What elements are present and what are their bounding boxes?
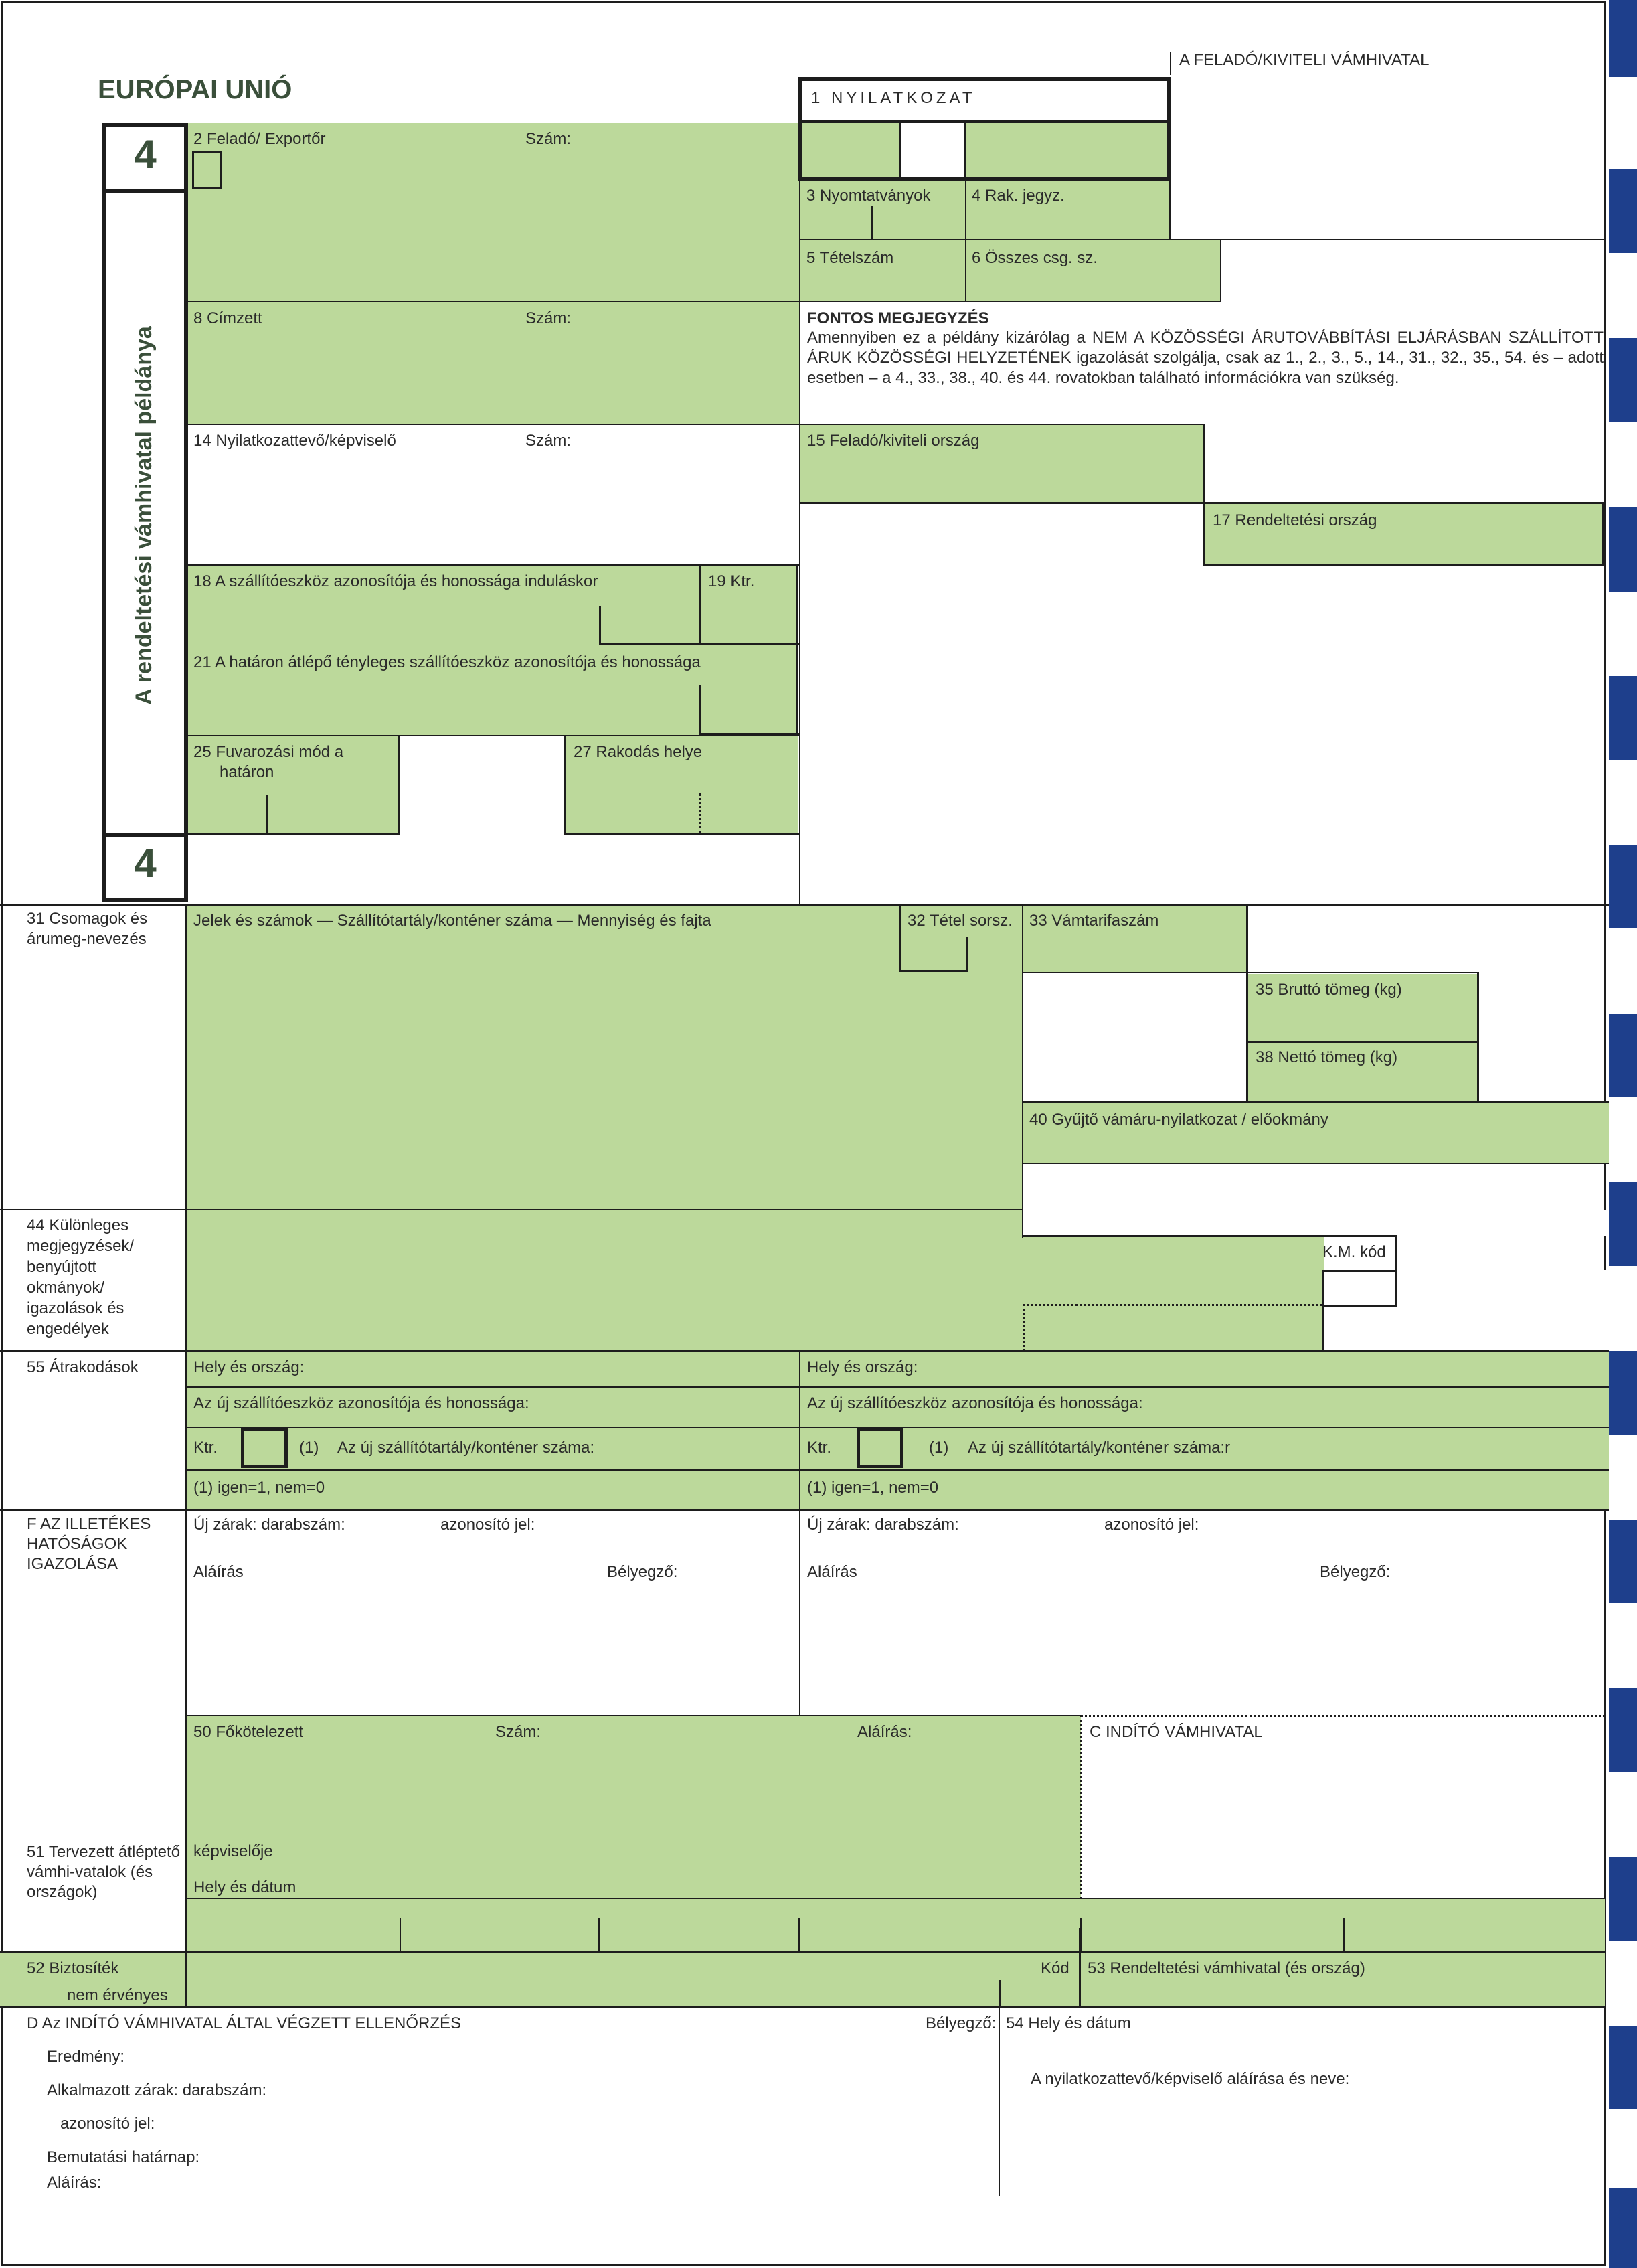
divider: [0, 1350, 1609, 1352]
field-40-label: 40 Gyűjtő vámáru-nyilatkozat / előokmány: [1029, 1111, 1328, 1129]
edge-marker: [1609, 1014, 1637, 1097]
edge-marker: [1609, 1520, 1637, 1603]
divider: [266, 795, 268, 834]
divider: [799, 1352, 800, 1716]
field-8-label: 8 Címzett: [193, 309, 262, 327]
bemutatasi-label: Bemutatási határnap:: [47, 2148, 200, 2166]
ktr-left-label: Ktr.: [193, 1439, 218, 1457]
field-8-szam: Szám:: [525, 309, 572, 327]
divider: [0, 1509, 1609, 1511]
uj-kontener-right: Az új szállítótartály/konténer száma:r: [968, 1439, 1231, 1457]
field-17-label: 17 Rendeltetési ország: [1213, 511, 1377, 530]
divider: [400, 1918, 401, 1952]
d-alairas-label: Aláírás:: [47, 2174, 102, 2192]
field-38-label: 38 Nettó tömeg (kg): [1256, 1048, 1398, 1066]
divider: [800, 502, 1603, 504]
f-side-label: F AZ ILLETÉKES HATÓSÁGOK IGAZOLÁSA: [27, 1515, 151, 1573]
divider: [999, 1980, 1001, 2008]
field-8-fill: [186, 302, 800, 424]
field-54-sub: A nyilatkozattevő/képviselő aláírása és neve:: [1031, 2070, 1350, 2088]
igen-nem-right: (1) igen=1, nem=0: [807, 1479, 939, 1497]
field-6-label: 6 Összes csg. sz.: [972, 249, 1098, 267]
edge-marker: [1609, 169, 1637, 253]
field-15-label: 15 Feladó/kiviteli ország: [807, 432, 980, 450]
divider: [1023, 1235, 1397, 1237]
field-44-white: [1023, 1210, 1609, 1236]
ktr-right-note: (1): [929, 1439, 949, 1457]
field-53-label: 53 Rendeltetési vámhivatal (és ország): [1088, 1959, 1365, 1977]
divider: [899, 123, 901, 179]
divider: [1079, 1928, 1081, 2008]
box-c-label: C INDÍTÓ VÁMHIVATAL: [1090, 1723, 1263, 1741]
km-kod-label: K.M. kód: [1322, 1243, 1386, 1261]
divider: [0, 1209, 1023, 1210]
divider: [1170, 52, 1171, 75]
copy-number-top: 4: [134, 132, 157, 177]
divider: [564, 736, 566, 835]
divider: [871, 206, 873, 240]
edge-marker: [1609, 1182, 1637, 1266]
field-25-label-1: 25 Fuvarozási mód a: [193, 743, 344, 761]
field-50-szam: Szám:: [495, 1723, 541, 1741]
divider: [1022, 905, 1023, 1238]
edge-marker: [1609, 676, 1637, 760]
divider: [186, 1469, 1609, 1471]
divider: [186, 833, 400, 835]
field-52-label: 52 Biztosíték: [27, 1959, 119, 1977]
dotted-divider: [699, 793, 701, 833]
field-31-side-label: 31 Csomagok és árumeg-nevezés: [27, 910, 148, 948]
divider: [1169, 178, 1171, 240]
edge-marker: [1609, 1857, 1637, 1941]
field-19-label: 19 Ktr.: [708, 572, 755, 590]
uj-zarak-right: Új zárak: darabszám:: [807, 1516, 959, 1534]
belyegzo-left: Bélyegző:: [607, 1563, 678, 1581]
divider: [102, 189, 188, 193]
azonosito-left: azonosító jel:: [440, 1516, 535, 1534]
copy-number-bottom: 4: [134, 841, 157, 886]
field-14-szam: Szám:: [525, 432, 572, 450]
kod-label: Kód: [1041, 1959, 1069, 1977]
kepviseloje-label: képviselője: [193, 1842, 273, 1860]
field-18-label: 18 A szállítóeszköz azonosítója és honossága induláskor: [193, 572, 598, 590]
divider: [186, 1898, 1605, 1899]
divider: [798, 120, 1171, 123]
divider: [1343, 1918, 1345, 1952]
field-33-label: 33 Vámtarifaszám: [1029, 912, 1159, 930]
divider: [599, 606, 601, 645]
divider: [185, 904, 187, 2006]
field-1-label: 1 NYILATKOZAT: [811, 89, 976, 107]
field-51-side-label: 51 Tervezett átléptető vámhi-vatalok (és országok): [27, 1843, 181, 1901]
field-44-side-label: 44 Különleges megjegyzések/ benyújtott okmányok/ igazolások és engedélyek: [27, 1216, 135, 1338]
field-35-label: 35 Bruttó tömeg (kg): [1256, 981, 1402, 999]
igen-nem-left: (1) igen=1, nem=0: [193, 1479, 325, 1497]
divider: [186, 424, 1203, 425]
azonosito-right: azonosító jel:: [1104, 1516, 1199, 1534]
divider: [899, 970, 968, 972]
divider: [102, 833, 188, 837]
field-32-label: 32 Tétel sorsz.: [908, 912, 1013, 930]
divider: [599, 643, 800, 645]
edge-marker: [1609, 0, 1637, 77]
field-31-fill: [186, 905, 1023, 1210]
divider: [798, 1918, 800, 1952]
divider: [1023, 1101, 1609, 1103]
hely-datum-label: Hely és dátum: [193, 1878, 296, 1896]
field-3-label: 3 Nyomtatványok: [806, 187, 931, 205]
divider: [598, 1918, 600, 1952]
divider: [999, 2008, 1000, 2196]
divider: [0, 1951, 1605, 1953]
field-44-white: [1324, 1270, 1609, 1352]
divider: [1205, 564, 1604, 566]
divider: [186, 301, 1221, 302]
divider: [799, 123, 800, 906]
divider: [186, 735, 800, 736]
field-27-label: 27 Rakodás helye: [574, 743, 703, 761]
dotted-divider: [1023, 1304, 1025, 1351]
dotted-divider: [1080, 1715, 1082, 1899]
field-31-label: Jelek és számok — Szállítótartály/konténer száma — Mennyiség és fajta: [193, 912, 711, 930]
uj-szallito-left: Az új szállítóeszköz azonosítója és honossága:: [193, 1394, 529, 1412]
d-azonosito-label: azonosító jel:: [60, 2115, 155, 2133]
hely-orszag-left: Hely és ország:: [193, 1358, 305, 1376]
divider: [1477, 972, 1479, 1103]
d-belyegzo: Bélyegző:: [926, 2014, 997, 2032]
field-21-label: 21 A határon átlépő tényleges szállítóeszköz azonosítója és honossága: [193, 653, 701, 671]
alairas-left: Aláírás: [193, 1563, 244, 1581]
alkalmazott-zarak-label: Alkalmazott zárak: darabszám:: [47, 2081, 267, 2099]
divider: [965, 178, 966, 302]
ktr-left-checkbox[interactable]: [241, 1428, 288, 1468]
box-a-label: A FELADÓ/KIVITELI VÁMHIVATAL: [1179, 51, 1430, 69]
ktr-left-note: (1): [299, 1439, 319, 1457]
ktr-right-checkbox[interactable]: [857, 1428, 903, 1468]
field-2-label: 2 Feladó/ Exportőr: [193, 130, 326, 148]
notice-title: FONTOS MEGJEGYZÉS: [807, 309, 989, 327]
belyegzo-right: Bélyegző:: [1320, 1563, 1391, 1581]
edge-marker: [1609, 1351, 1637, 1435]
alairas-right: Aláírás: [807, 1563, 857, 1581]
notice-text: Amennyiben ez a példány kizárólag a NEM A KÖZÖSSÉGI ÁRUTOVÁBBÍTÁSI ELJÁRÁSBAN SZÁLLÍTOTT ÁRUK KÖZÖSSÉGI HELYZETÉNEK igazolását szolgálja, csak az 1., 2., 3., 5., 14., 31., 32., 35., 54. és – adott esetben – a 4., 33., 38., 40. és 44. rovatokban található információkra van szükség.: [807, 329, 1604, 387]
divider: [1220, 240, 1221, 302]
ktr-right-label: Ktr.: [807, 1439, 832, 1457]
field-5-label: 5 Tételszám: [806, 249, 894, 267]
divider: [800, 239, 1604, 240]
field-25-label-2: határon: [220, 763, 274, 781]
union-title: EURÓPAI UNIÓ: [98, 75, 292, 104]
divider: [398, 736, 400, 835]
divider: [800, 178, 1170, 179]
field-2-szam: Szám:: [525, 130, 572, 148]
field-50-fill: [186, 1716, 1081, 1899]
divider: [966, 937, 968, 972]
field-50-alairas: Aláírás:: [857, 1723, 912, 1741]
divider: [1203, 424, 1205, 566]
divider: [0, 904, 1609, 906]
uj-kontener-left: Az új szállítótartály/konténer száma:: [337, 1439, 595, 1457]
field-55-side-label: 55 Átrakodások: [27, 1358, 139, 1376]
divider: [699, 564, 701, 645]
divider: [899, 905, 901, 972]
edge-marker: [1609, 338, 1637, 422]
divider: [1322, 1270, 1324, 1352]
divider: [1246, 905, 1248, 1103]
divider: [1247, 1041, 1479, 1043]
eredmeny-label: Eredmény:: [47, 2048, 125, 2066]
d-title: D Az INDÍTÓ VÁMHIVATAL ÁLTAL VÉGZETT ELLENŐRZÉS: [27, 2014, 462, 2032]
uj-zarak-left: Új zárak: darabszám:: [193, 1516, 345, 1534]
field-51-fill: [186, 1899, 1605, 1952]
divider: [564, 833, 800, 835]
divider: [1023, 1163, 1609, 1164]
copy-label: A rendeltetési vámhivatal példánya: [131, 326, 157, 705]
edge-marker: [1609, 845, 1637, 928]
field-52-sub: nem érvényes: [67, 1986, 168, 2004]
divider: [186, 1386, 1609, 1388]
divider: [964, 123, 966, 179]
field-50-label: 50 Főkötelezett: [193, 1723, 304, 1741]
dotted-divider: [1081, 1715, 1605, 1717]
divider: [1322, 1270, 1396, 1272]
edge-marker: [1609, 507, 1637, 592]
field-2-checkbox[interactable]: [192, 151, 222, 189]
divider: [186, 1715, 1081, 1716]
divider: [1602, 502, 1604, 566]
divider: [186, 564, 800, 566]
edge-marker: [1609, 2026, 1637, 2109]
edge-marker: [1609, 2188, 1637, 2268]
divider: [1324, 1305, 1397, 1307]
divider: [0, 2006, 1605, 2008]
field-4-label: 4 Rak. jegyz.: [972, 187, 1065, 205]
hely-orszag-right: Hely és ország:: [807, 1358, 918, 1376]
uj-szallito-right: Az új szállítóeszköz azonosítója és honossága:: [807, 1394, 1143, 1412]
divider: [699, 685, 701, 735]
edge-marker: [1609, 1688, 1637, 1772]
divider: [1023, 972, 1479, 973]
field-14-label: 14 Nyilatkozattevő/képviselő: [193, 432, 396, 450]
field-54-label: 54 Hely és dátum: [1006, 2014, 1131, 2032]
divider: [796, 564, 798, 736]
dotted-divider: [1023, 1304, 1322, 1306]
